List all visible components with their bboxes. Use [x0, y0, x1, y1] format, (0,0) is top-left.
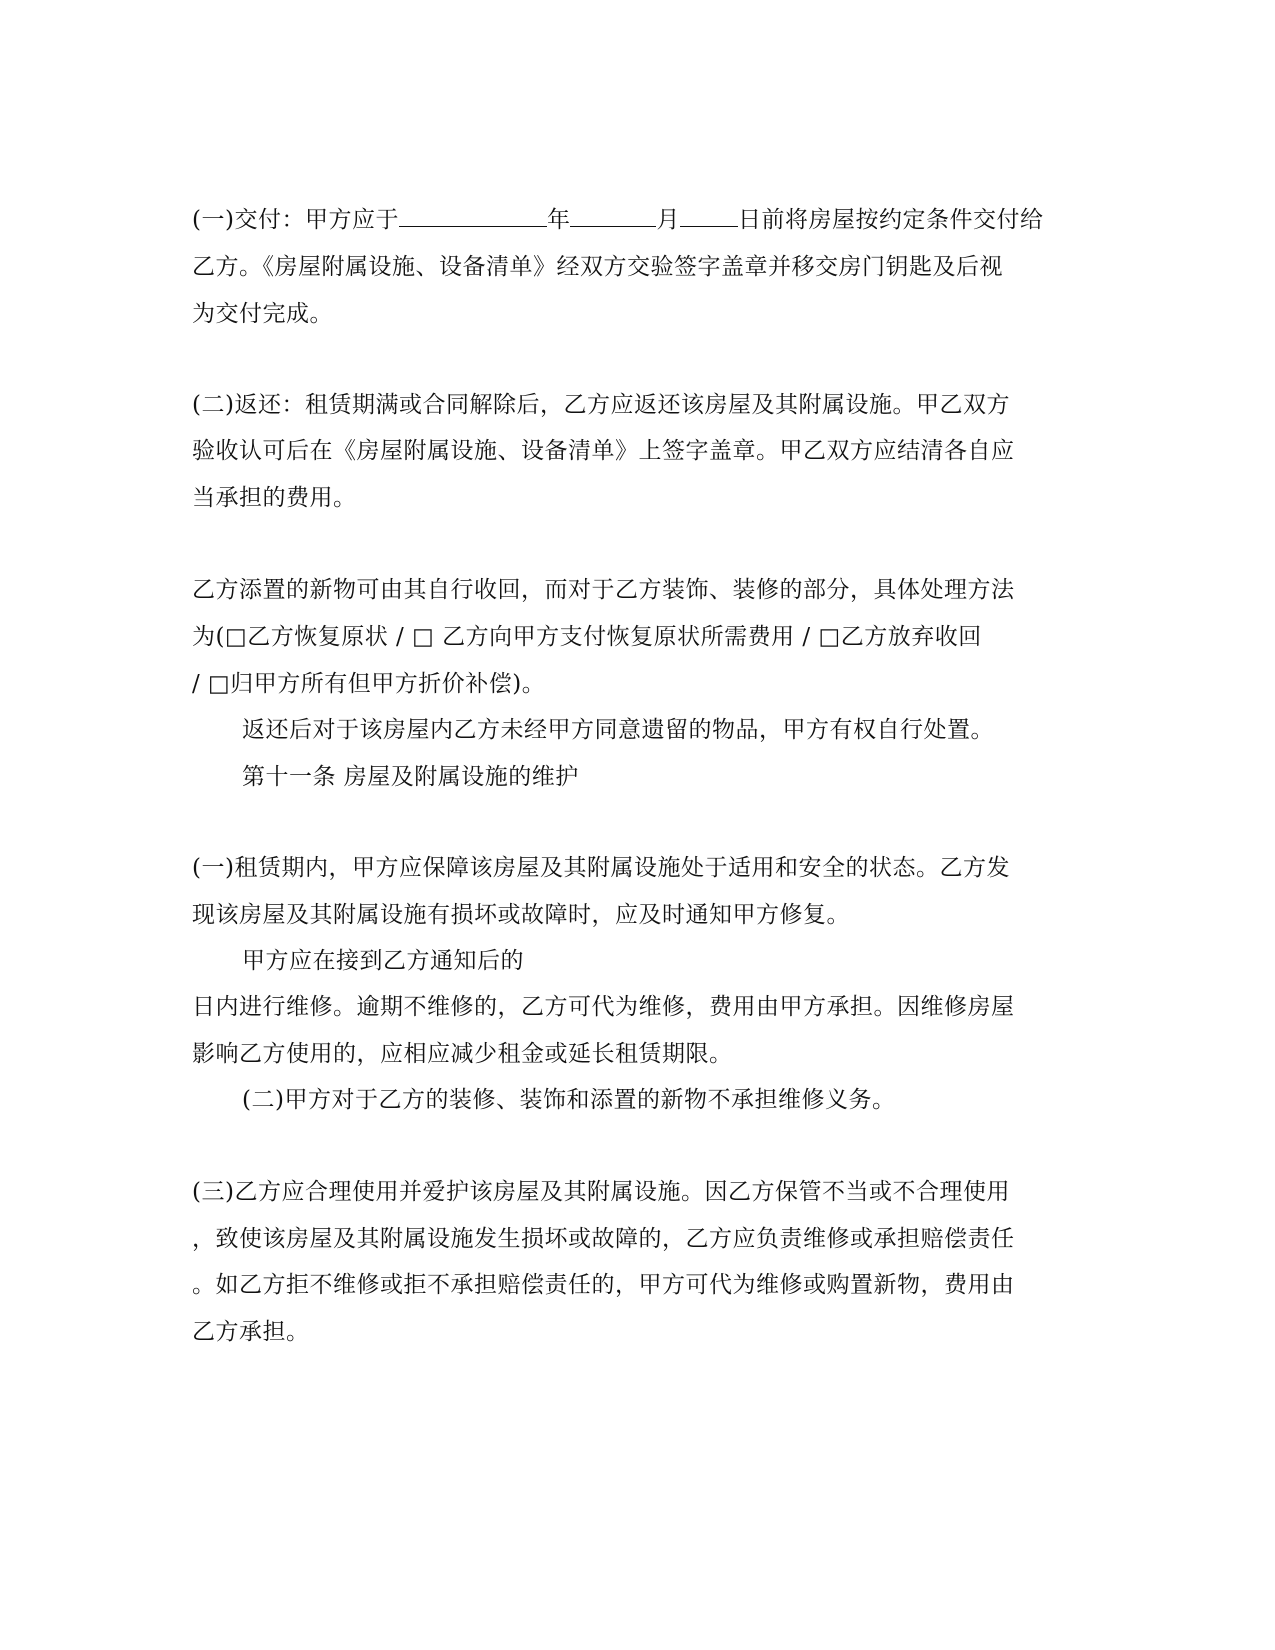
- delivery-line-2: 乙方。《房屋附属设施、设备清单》经双方交验签字盖章并移交房门钥匙及后视: [192, 254, 1003, 280]
- delivery-line-1: [192, 204, 1072, 234]
- day-rest-text: 日前将房屋按约定条件交付给: [737, 207, 1044, 233]
- maint-3-line-3: 。如乙方拒不维修或拒不承担赔偿责任的，甲方可代为维修或购置新物，费用由: [192, 1272, 1015, 1298]
- maint-1-line-1: (一)租赁期内，甲方应保障该房屋及其附属设施处于适用和安全的状态。乙方发: [192, 855, 1010, 881]
- return-line-3: 当承担的费用。: [192, 485, 357, 511]
- article-11-heading: 第十一条 房屋及附属设施的维护: [242, 764, 579, 790]
- return-line-1: (二)返还：租赁期满或合同解除后，乙方应返还该房屋及其附属设施。甲乙双方: [192, 392, 1010, 418]
- maint-2-line-1: (二)甲方对于乙方的装修、装饰和添置的新物不承担维修义务。: [242, 1087, 896, 1113]
- delivery-line-3: 为交付完成。: [192, 301, 333, 327]
- day-blank: [680, 204, 738, 227]
- return-line-2: 验收认可后在《房屋附属设施、设备清单》上签字盖章。甲乙双方应结清各自应: [192, 438, 1015, 464]
- month-text: 月: [656, 207, 680, 233]
- maint-3-line-1: (三)乙方应合理使用并爱护该房屋及其附属设施。因乙方保管不当或不合理使用: [192, 1179, 1010, 1205]
- month-blank: [570, 204, 656, 227]
- delivery-label: (一)交付：甲方应于: [192, 207, 399, 233]
- maint-1-line-2: 现该房屋及其附属设施有损坏或故障时，应及时通知甲方修复。: [192, 902, 850, 928]
- year-blank: [399, 204, 547, 227]
- maint-3-line-4: 乙方承担。: [192, 1319, 310, 1345]
- year-text: 年: [546, 207, 571, 233]
- renovation-line-2: 为(□乙方恢复原状 / □ 乙方向甲方支付恢复原状所需费用 / □乙方放弃收回: [192, 624, 982, 650]
- renovation-line-4: 返还后对于该房屋内乙方未经甲方同意遗留的物品，甲方有权自行处置。: [242, 717, 994, 743]
- maint-1-line-4: 日内进行维修。逾期不维修的，乙方可代为维修，费用由甲方承担。因维修房屋: [192, 994, 1015, 1020]
- maint-3-line-2: ，致使该房屋及其附属设施发生损坏或故障的，乙方应负责维修或承担赔偿责任: [192, 1226, 1015, 1252]
- renovation-line-3: / □归甲方所有但甲方折价补偿)。: [192, 671, 546, 697]
- maint-1-line-5: 影响乙方使用的，应相应减少租金或延长租赁期限。: [192, 1041, 733, 1067]
- maint-1-line-3: 甲方应在接到乙方通知后的: [242, 948, 524, 974]
- renovation-line-1: 乙方添置的新物可由其自行收回，而对于乙方装饰、装修的部分，具体处理方法: [192, 577, 1015, 603]
